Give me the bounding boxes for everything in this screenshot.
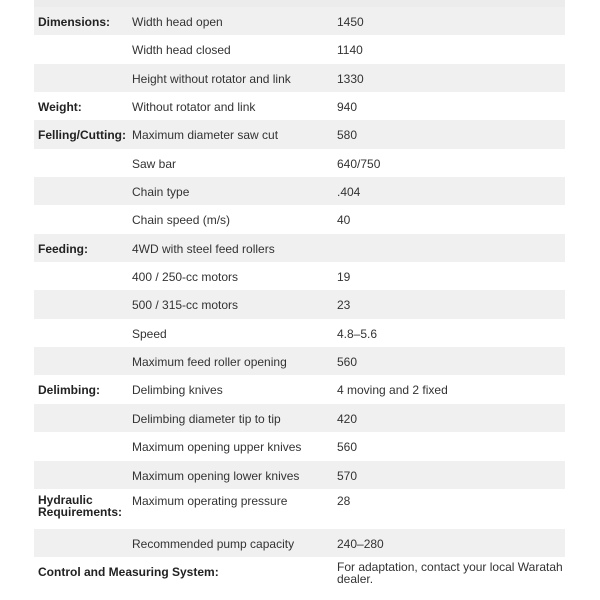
category-label: Felling/Cutting:: [38, 128, 126, 143]
spec-value: 580: [337, 128, 358, 143]
category-label: Hydraulic Requirements:: [38, 492, 123, 519]
spec-item: Width head open: [132, 15, 223, 29]
spec-value: 420: [337, 411, 358, 426]
spec-item: Delimbing diameter tip to tip: [132, 411, 281, 426]
table-row: [34, 461, 565, 489]
spec-item: Width head closed: [132, 43, 231, 58]
spec-item: 4WD with steel feed rollers: [132, 241, 275, 256]
table-row: [34, 290, 565, 318]
table-row: [34, 7, 565, 35]
spec-value: 560: [337, 440, 358, 455]
category-label: Feeding:: [38, 241, 88, 256]
spec-item: Height without rotator and link: [132, 71, 291, 86]
spec-value: 4 moving and 2 fixed: [337, 383, 448, 398]
spec-value: 560: [337, 355, 358, 370]
table-row: [34, 404, 565, 432]
spec-value: 23: [337, 298, 351, 313]
spec-item: Chain type: [132, 185, 190, 200]
table-row: [34, 92, 565, 120]
spec-item: 400 / 250-cc motors: [132, 270, 239, 285]
table-row: [34, 262, 565, 290]
table-top-bar: [34, 0, 565, 7]
spec-item: Chain speed (m/s): [132, 213, 231, 228]
spec-item: Speed: [132, 326, 167, 341]
spec-item: Maximum opening upper knives: [132, 440, 302, 455]
table-row: [34, 234, 565, 262]
spec-item: Without rotator and link: [132, 100, 256, 115]
spec-item: Saw bar: [132, 156, 177, 171]
table-row: [34, 35, 565, 63]
table-row: [34, 432, 565, 460]
spec-value: 4.8–5.6: [337, 326, 378, 341]
spec-value: 570: [337, 468, 358, 483]
table-row: [34, 177, 565, 205]
table-row: [34, 205, 565, 233]
spec-value: .404: [337, 185, 361, 200]
spec-table: [34, 7, 565, 597]
spec-item: Maximum opening lower knives: [132, 468, 300, 483]
table-row: [34, 319, 565, 347]
spec-item: Maximum diameter saw cut: [132, 128, 279, 143]
table-row: [34, 120, 565, 148]
category-label: Dimensions:: [38, 15, 111, 29]
spec-value: 1450: [337, 15, 364, 29]
spec-value: 940: [337, 100, 358, 115]
table-row: [34, 149, 565, 177]
spec-value: 640/750: [337, 156, 381, 171]
spec-item: Delimbing knives: [132, 383, 223, 398]
spec-value: 40: [337, 213, 351, 228]
spec-item: 500 / 315-cc motors: [132, 298, 239, 313]
table-row: [34, 347, 565, 375]
category-label: Control and Measuring System:: [38, 565, 219, 580]
spec-item: Maximum feed roller opening: [132, 355, 287, 370]
spec-value: 240–280: [337, 536, 384, 551]
spec-value: 19: [337, 270, 351, 285]
category-label: Weight:: [38, 100, 82, 115]
spec-value: 1140: [337, 43, 363, 58]
spec-value: 28: [337, 493, 351, 508]
table-row: [34, 529, 565, 557]
spec-item: Maximum operating pressure: [132, 493, 288, 508]
spec-value: For adaptation, contact your local Waratah dealer.: [337, 560, 563, 587]
spec-value: 1330: [337, 71, 364, 86]
spec-item: Recommended pump capacity: [132, 536, 295, 551]
table-row: [34, 64, 565, 92]
category-label: Delimbing:: [38, 383, 100, 398]
table-row: [34, 557, 565, 597]
table-row: [34, 375, 565, 403]
table-row: [34, 489, 565, 529]
